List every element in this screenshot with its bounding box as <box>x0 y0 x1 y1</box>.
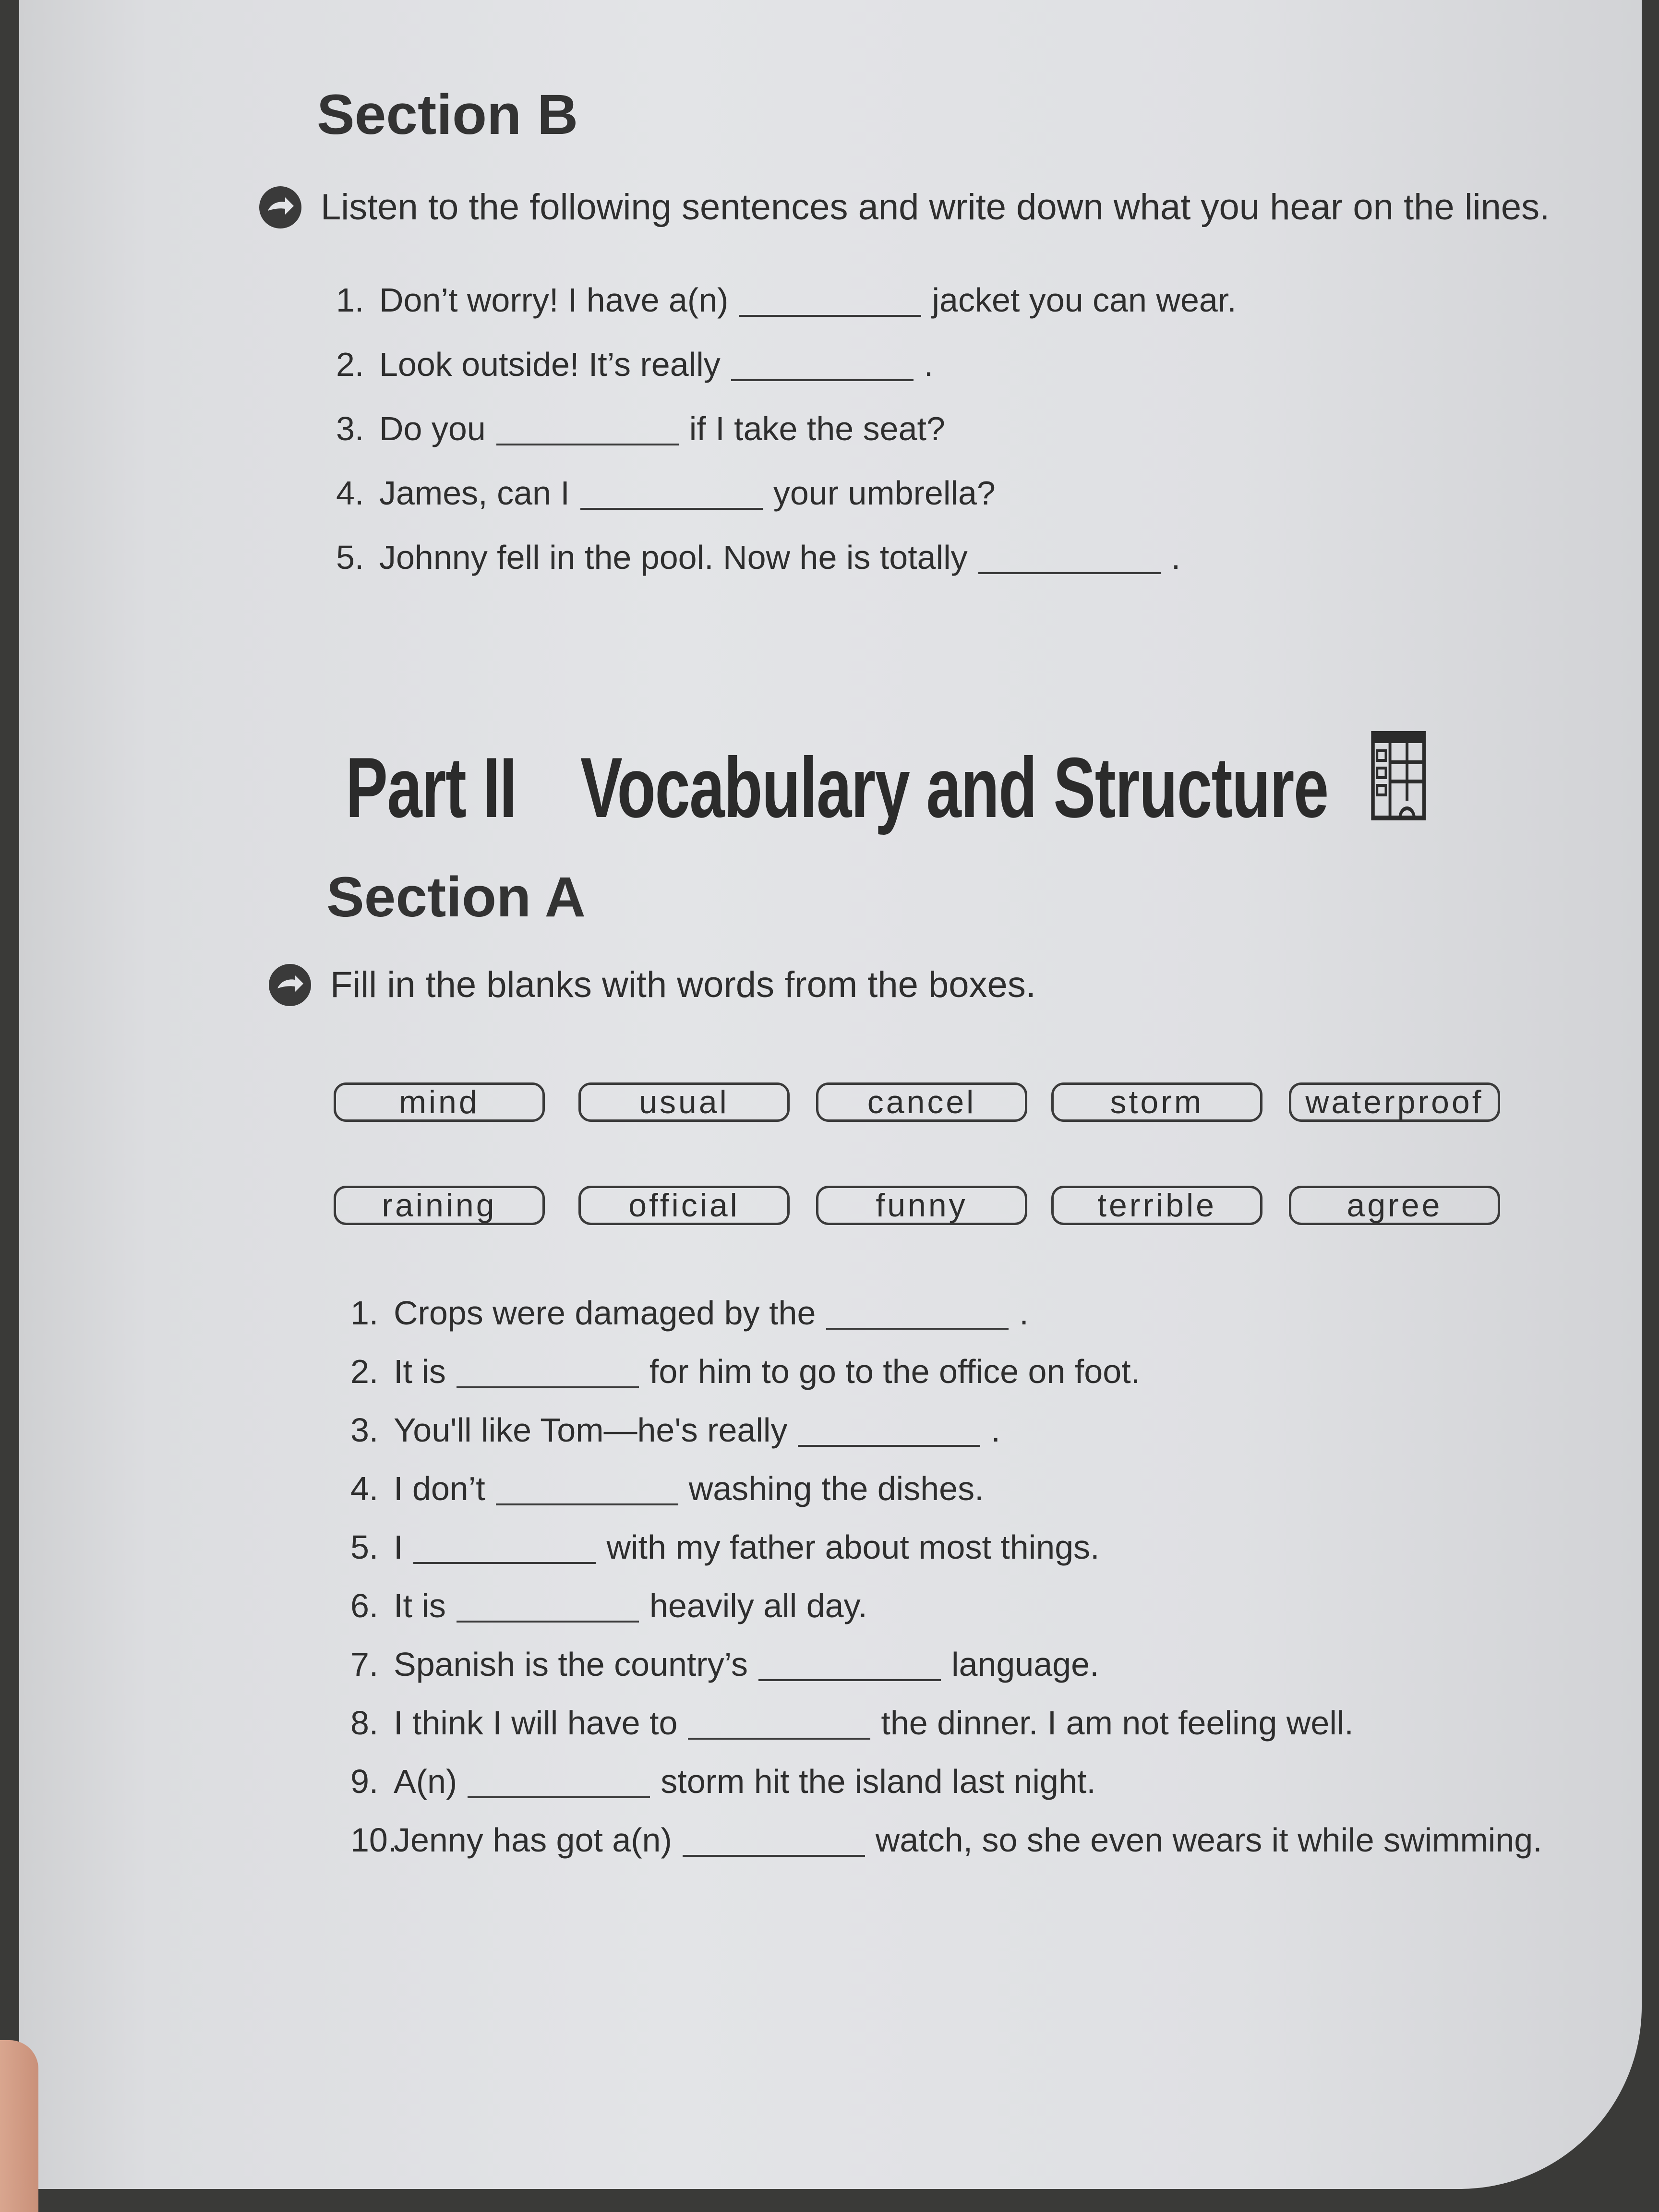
word-box: terrible <box>1051 1186 1262 1225</box>
item-number: 3. <box>350 1411 379 1449</box>
exercise-item <box>350 1530 1542 1564</box>
section-a-instruction <box>269 964 1036 1006</box>
exercise-item <box>350 1472 1542 1505</box>
word-box: cancel <box>816 1082 1027 1122</box>
answer-blank[interactable] <box>496 415 679 445</box>
answer-blank[interactable] <box>798 1416 980 1447</box>
item-number: 2. <box>336 346 364 383</box>
exercise-item <box>350 1589 1542 1623</box>
exercise-item <box>336 283 1237 317</box>
part-title: Vocabulary and Structure <box>580 740 1328 835</box>
answer-blank[interactable] <box>826 1299 1009 1330</box>
answer-blank[interactable] <box>413 1533 596 1564</box>
word-box: usual <box>578 1082 790 1122</box>
item-text-after: . <box>1171 539 1181 576</box>
item-text-before: You'll like Tom—he's really <box>394 1411 788 1449</box>
item-text-before: It is <box>394 1587 446 1624</box>
word-box: official <box>578 1186 790 1225</box>
item-text-after: with my father about most things. <box>606 1528 1100 1566</box>
word-box: storm <box>1051 1082 1262 1122</box>
item-text-after: watch, so she even wears it while swimming. <box>875 1821 1542 1859</box>
item-number: 7. <box>350 1646 379 1683</box>
item-text-before: Crops were damaged by the <box>394 1294 816 1332</box>
item-text-after: . <box>991 1411 1000 1449</box>
item-number: 3. <box>336 410 364 447</box>
item-number: 1. <box>350 1294 379 1332</box>
item-text-after: your umbrella? <box>773 474 996 512</box>
word-box: raining <box>334 1186 545 1225</box>
answer-blank[interactable] <box>580 479 763 510</box>
arrow-right-icon <box>259 186 301 228</box>
exercise-item <box>350 1355 1542 1388</box>
word-box: waterproof <box>1289 1082 1500 1122</box>
item-text-before: Jenny has got a(n) <box>394 1821 672 1859</box>
section-b-exercise-list <box>336 283 1237 605</box>
exercise-item <box>350 1823 1542 1857</box>
word-box: mind <box>334 1082 545 1122</box>
exercise-item <box>350 1296 1542 1330</box>
exercise-item <box>350 1647 1542 1681</box>
item-text-before: James, can I <box>379 474 570 512</box>
item-text-after: heavily all day. <box>649 1587 867 1624</box>
exercise-item <box>336 476 1237 510</box>
item-text-before: Look outside! It’s really <box>379 346 721 383</box>
item-text-after: if I take the seat? <box>689 410 945 447</box>
section-b-title: Section B <box>317 83 578 146</box>
item-text-before: I don’t <box>394 1470 485 1507</box>
section-a-title: Section A <box>326 866 586 929</box>
answer-blank[interactable] <box>739 286 921 317</box>
item-text-before: Johnny fell in the pool. Now he is totally <box>379 539 968 576</box>
item-text-after: . <box>1019 1294 1029 1332</box>
item-number: 10. <box>350 1821 397 1859</box>
word-box: funny <box>816 1186 1027 1225</box>
part-heading <box>346 730 1431 845</box>
answer-blank[interactable] <box>457 1592 639 1623</box>
item-text-after: washing the dishes. <box>688 1470 984 1507</box>
section-a-instruction-text: Fill in the blanks with words from the boxes. <box>330 964 1036 1005</box>
part-label: Part II <box>346 740 517 835</box>
answer-blank[interactable] <box>683 1826 865 1857</box>
item-text-after: the dinner. I am not feeling well. <box>881 1704 1354 1742</box>
answer-blank[interactable] <box>688 1709 870 1740</box>
item-number: 6. <box>350 1587 379 1624</box>
item-text-before: Don’t worry! I have a(n) <box>379 281 729 319</box>
item-text-after: . <box>924 346 934 383</box>
arrow-right-icon <box>269 964 311 1006</box>
word-box: agree <box>1289 1186 1500 1225</box>
item-number: 1. <box>336 281 364 319</box>
item-number: 2. <box>350 1353 379 1390</box>
book-icon <box>1367 730 1431 845</box>
answer-blank[interactable] <box>978 543 1161 574</box>
item-text-after: storm hit the island last night. <box>661 1763 1096 1800</box>
section-a-exercise-list <box>350 1296 1542 1882</box>
item-number: 4. <box>336 474 364 512</box>
item-text-after: for him to go to the office on foot. <box>649 1353 1141 1390</box>
workbook-page <box>19 0 1642 2189</box>
item-text-before: I <box>394 1528 403 1566</box>
answer-blank[interactable] <box>457 1358 639 1388</box>
item-number: 4. <box>350 1470 379 1507</box>
item-text-before: A(n) <box>394 1763 457 1800</box>
item-text-after: jacket you can wear. <box>932 281 1237 319</box>
item-number: 8. <box>350 1704 379 1742</box>
item-text-before: Spanish is the country’s <box>394 1646 748 1683</box>
item-text-before: It is <box>394 1353 446 1390</box>
section-b-instruction <box>259 186 1550 228</box>
thumb <box>0 2040 38 2212</box>
answer-blank[interactable] <box>468 1767 650 1798</box>
item-number: 9. <box>350 1763 379 1800</box>
item-number: 5. <box>336 539 364 576</box>
section-b-instruction-text: Listen to the following sentences and write down what you hear on the lines. <box>321 187 1550 228</box>
answer-blank[interactable] <box>496 1475 678 1505</box>
item-text-before: I think I will have to <box>394 1704 678 1742</box>
item-text-after: language. <box>951 1646 1099 1683</box>
item-text-before: Do you <box>379 410 486 447</box>
answer-blank[interactable] <box>758 1650 941 1681</box>
item-number: 5. <box>350 1528 379 1566</box>
exercise-item <box>350 1706 1542 1740</box>
exercise-item <box>336 412 1237 445</box>
exercise-item <box>350 1765 1542 1798</box>
exercise-item <box>350 1413 1542 1447</box>
exercise-item <box>336 348 1237 381</box>
exercise-item <box>336 541 1237 574</box>
answer-blank[interactable] <box>731 350 914 381</box>
